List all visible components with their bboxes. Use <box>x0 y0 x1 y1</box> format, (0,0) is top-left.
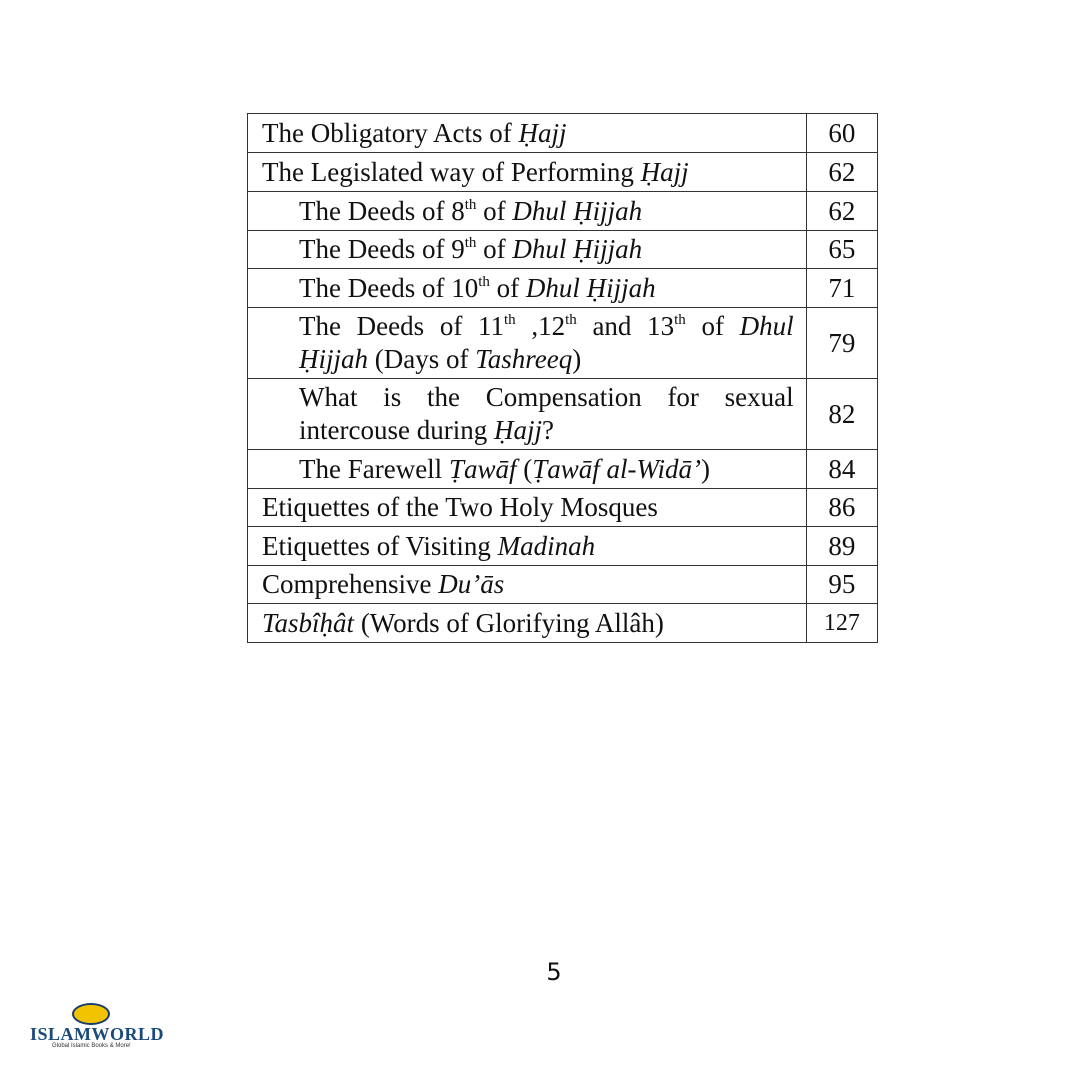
title-segment: The Legislated way of Performing <box>262 156 641 187</box>
table-of-contents <box>247 113 878 643</box>
toc-row <box>248 489 878 527</box>
toc-row <box>248 527 878 566</box>
title-segment: (Days of <box>368 344 476 374</box>
logo-tagline: Global Islamic Books & More! <box>52 1043 131 1049</box>
toc-entry-title <box>248 192 807 231</box>
toc-entry-title <box>248 231 807 269</box>
toc-entry-page: 62 <box>806 153 877 192</box>
toc-entry-page: 95 <box>806 566 877 604</box>
title-segment: Ṭawāf <box>448 453 517 484</box>
toc-row <box>248 114 878 153</box>
title-segment: Tashreeq <box>475 344 573 374</box>
title-segment: Ḥajj <box>518 117 567 148</box>
toc-entry-page: 65 <box>806 231 877 269</box>
toc-row <box>248 566 878 604</box>
title-segment: Tasbîḥât <box>262 607 355 638</box>
toc-entry-page: 84 <box>806 450 877 489</box>
title-segment: Madinah <box>497 530 596 561</box>
toc-row <box>248 231 878 269</box>
toc-row <box>248 269 878 308</box>
toc-entry-page: 71 <box>806 269 877 308</box>
toc-row <box>248 153 878 192</box>
title-segment: The Deeds of 9 <box>299 234 465 264</box>
title-segment: Dhul Ḥijjah <box>512 195 643 226</box>
title-segment: Ḥajj <box>640 156 689 187</box>
toc-entry-page: 60 <box>806 114 877 153</box>
title-segment: Ṭawāf al-Widā’ <box>532 453 701 484</box>
page-number: 5 <box>546 958 562 986</box>
title-segment: Dhul Ḥijjah <box>525 272 656 303</box>
toc-entry-title <box>248 308 807 379</box>
title-segment: th <box>464 196 477 213</box>
title-segment: th <box>565 312 577 328</box>
title-segment: ( <box>516 453 533 484</box>
toc-entry-page: 86 <box>806 489 877 527</box>
title-segment: th <box>464 235 477 251</box>
toc-entry-title <box>248 566 807 604</box>
title-segment: Dhul Ḥijjah <box>299 311 794 374</box>
toc-entry-title <box>248 489 807 527</box>
title-segment: of <box>476 234 513 264</box>
title-segment: of <box>489 272 526 303</box>
title-segment: The Deeds of 11 <box>299 311 504 341</box>
title-segment: Du’ās <box>438 569 505 599</box>
toc-entry-page: 127 <box>806 604 877 643</box>
logo-emblem-icon <box>72 1003 110 1025</box>
toc-entry-title <box>248 379 807 450</box>
title-segment: ) <box>700 453 710 484</box>
toc-row <box>248 604 878 643</box>
toc-entry-page: 62 <box>806 192 877 231</box>
title-segment: ? <box>541 415 554 445</box>
toc-row <box>248 379 878 450</box>
title-segment: th <box>478 273 490 290</box>
toc-row <box>248 192 878 231</box>
title-segment: The Obligatory Acts of <box>262 117 519 148</box>
toc-entry-title <box>248 114 807 153</box>
title-segment: and 13 <box>576 311 675 341</box>
title-segment: The Farewell <box>299 453 449 484</box>
title-segment: of <box>685 311 740 341</box>
toc-row <box>248 450 878 489</box>
title-segment: th <box>503 312 516 328</box>
title-segment: Ḥajj <box>493 415 542 445</box>
title-segment: Etiquettes of the Two Holy Mosques <box>262 492 658 522</box>
title-segment: of <box>476 195 513 226</box>
title-segment: ,12 <box>515 311 566 341</box>
title-segment: Etiquettes of Visiting <box>262 530 498 561</box>
title-segment: What is the Compensation for sexual intercouse during <box>299 382 794 445</box>
title-segment: Dhul Ḥijjah <box>512 234 643 264</box>
toc-entry-page: 89 <box>806 527 877 566</box>
toc-entry-title <box>248 604 807 643</box>
toc-entry-title <box>248 527 807 566</box>
islamworld-logo <box>30 1003 165 1049</box>
toc-entry-title <box>248 450 807 489</box>
toc-entry-page: 82 <box>806 379 877 450</box>
toc-row <box>248 308 878 379</box>
title-segment: (Words of Glorifying Allâh) <box>354 607 664 638</box>
title-segment: The Deeds of 8 <box>299 195 465 226</box>
title-segment: th <box>674 312 686 328</box>
title-segment: ) <box>572 344 582 374</box>
toc-entry-title <box>248 269 807 308</box>
logo-name: ISLAMWORLD <box>30 1024 165 1044</box>
title-segment: Comprehensive <box>262 569 439 599</box>
title-segment: The Deeds of 10 <box>299 272 479 303</box>
toc-entry-page: 79 <box>806 308 877 379</box>
toc-entry-title <box>248 153 807 192</box>
